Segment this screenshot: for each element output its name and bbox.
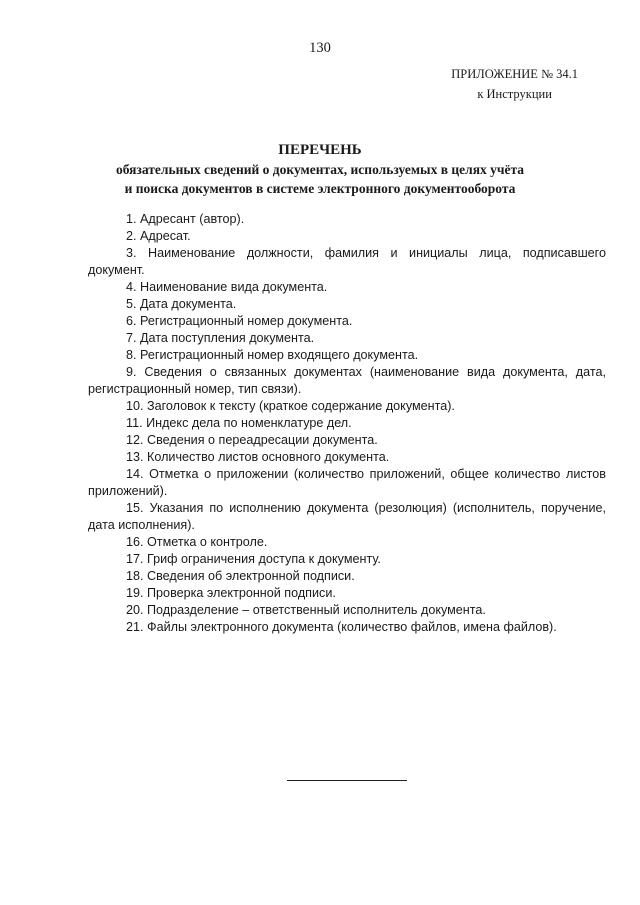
list-item: 7. Дата поступления документа.	[126, 331, 315, 345]
appendix-reference	[451, 64, 578, 104]
list-item: 1. Адресант (автор).	[126, 212, 245, 226]
list-item: 5. Дата документа.	[126, 297, 237, 311]
list-item: 6. Регистрационный номер документа.	[126, 314, 353, 328]
list-item: 8. Регистрационный номер входящего документа.	[126, 348, 419, 362]
appendix-title: ПРИЛОЖЕНИЕ № 34.1	[451, 67, 578, 81]
appendix-subtitle: к Инструкции	[477, 87, 552, 101]
list-item: 2. Адресат.	[126, 229, 191, 243]
list-item: 3. Наименование должности, фамилия и инициалы лица, подписавшего документ.	[88, 246, 606, 277]
list-item: 14. Отметка о приложении (количество приложений, общее количество листов приложений).	[88, 467, 606, 498]
footer-divider	[287, 780, 407, 781]
list-item: 10. Заголовок к тексту (краткое содержание документа).	[126, 399, 455, 413]
heading-subtitle-line-2: и поиска документов в системе электронного документооборота	[124, 181, 516, 196]
list-item: 11. Индекс дела по номенклатуре дел.	[126, 416, 352, 430]
list-item: 15. Указания по исполнению документа (резолюция) (исполнитель, поручение, дата исполнения).	[88, 501, 606, 532]
heading-title: ПЕРЕЧЕНЬ	[278, 142, 362, 158]
document-heading	[80, 141, 560, 198]
heading-subtitle-line-1: обязательных сведений о документах, используемых в целях учёта	[115, 162, 525, 177]
list-item: 20. Подразделение – ответственный исполнитель документа.	[126, 603, 486, 617]
list-item: 21. Файлы электронного документа (количество файлов, имена файлов).	[126, 620, 557, 634]
requirements-list	[88, 211, 606, 636]
list-item: 18. Сведения об электронной подписи.	[126, 569, 355, 583]
list-item: 12. Сведения о переадресации документа.	[126, 433, 378, 447]
list-item: 17. Гриф ограничения доступа к документу.	[126, 552, 381, 566]
list-item: 16. Отметка о контроле.	[126, 535, 268, 549]
list-item: 9. Сведения о связанных документах (наименование вида документа, дата, регистрационный номер, тип связи).	[88, 365, 606, 396]
list-item: 13. Количество листов основного документа.	[126, 450, 390, 464]
page-number: 130	[309, 40, 331, 56]
list-item: 19. Проверка электронной подписи.	[126, 586, 336, 600]
list-item: 4. Наименование вида документа.	[126, 280, 328, 294]
